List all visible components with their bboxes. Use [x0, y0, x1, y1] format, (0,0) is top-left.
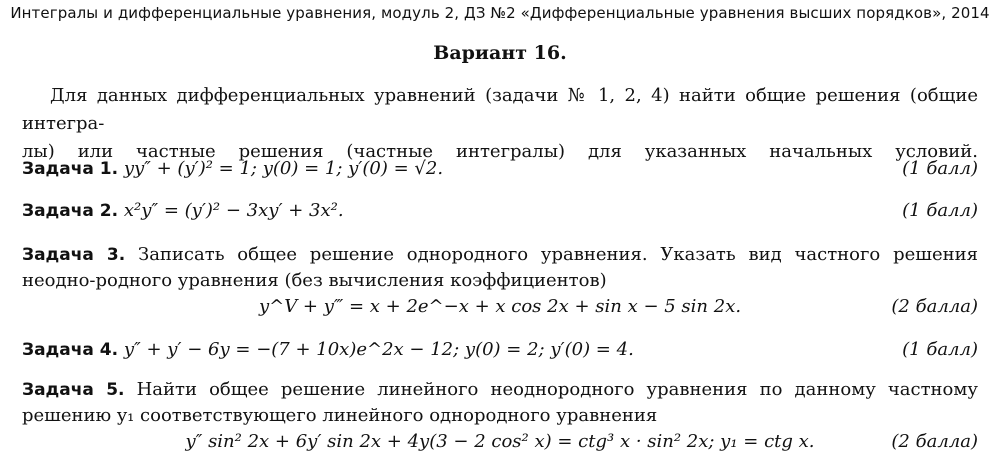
- task-3-label: Задача 3.: [22, 245, 126, 265]
- task-4-label: Задача 4.: [22, 340, 119, 360]
- task-1: [22, 156, 978, 182]
- task-3: [22, 242, 978, 320]
- task-4-points: (1 балл): [902, 339, 978, 360]
- task-3-equation: y^V + y‴ = x + 2e^−x + x cos 2x + sin x − 5 sin 2x.: [258, 296, 742, 317]
- task-1-equation: yy″ + (y′)² = 1; y(0) = 1; y′(0) = √2.: [123, 158, 444, 179]
- task-1-label: Задача 1.: [22, 159, 119, 179]
- task-2-label: Задача 2.: [22, 201, 119, 221]
- task-4-equation: y″ + y′ − 6y = −(7 + 10x)e^2x − 12; y(0) = 2; y′(0) = 4.: [123, 339, 634, 360]
- task-5-text: Найти общее решение линейного неоднородного уравнения по данному частному решению y₁ соответствующего линейного однородного уравнения: [22, 379, 978, 426]
- task-3-text: Записать общее решение однородного уравнения. Указать вид частного решения неодно-родного уравнения (без вычисления коэффициентов): [22, 244, 978, 291]
- intro-line-1: Для данных дифференциальных уравнений (задачи № 1, 2, 4) найти общие решения (общие интегра-: [22, 85, 978, 134]
- task-2-equation: x²y″ = (y′)² − 3xy′ + 3x².: [123, 200, 344, 221]
- task-5-label: Задача 5.: [22, 380, 125, 400]
- task-2: [22, 198, 978, 224]
- task-5: [22, 377, 978, 455]
- task-3-points: (2 балла): [891, 296, 978, 317]
- task-2-points: (1 балл): [902, 200, 978, 221]
- intro-line-2: лы) или частные решения (частные интегралы) для указанных начальных условий.: [22, 141, 978, 162]
- task-5-equation: y″ sin² 2x + 6y′ sin 2x + 4y(3 − 2 cos² x) = ctg³ x · sin² 2x; y₁ = ctg x.: [185, 431, 815, 452]
- variant-title: Вариант 16.: [433, 42, 567, 64]
- task-1-points: (1 балл): [902, 158, 978, 179]
- document-header: Интегралы и дифференциальные уравнения, модуль 2, ДЗ №2 «Дифференциальные уравнения высших порядков», 2014: [10, 4, 990, 22]
- task-5-points: (2 балла): [891, 431, 978, 452]
- intro-paragraph: [22, 82, 978, 166]
- task-4: [22, 337, 978, 363]
